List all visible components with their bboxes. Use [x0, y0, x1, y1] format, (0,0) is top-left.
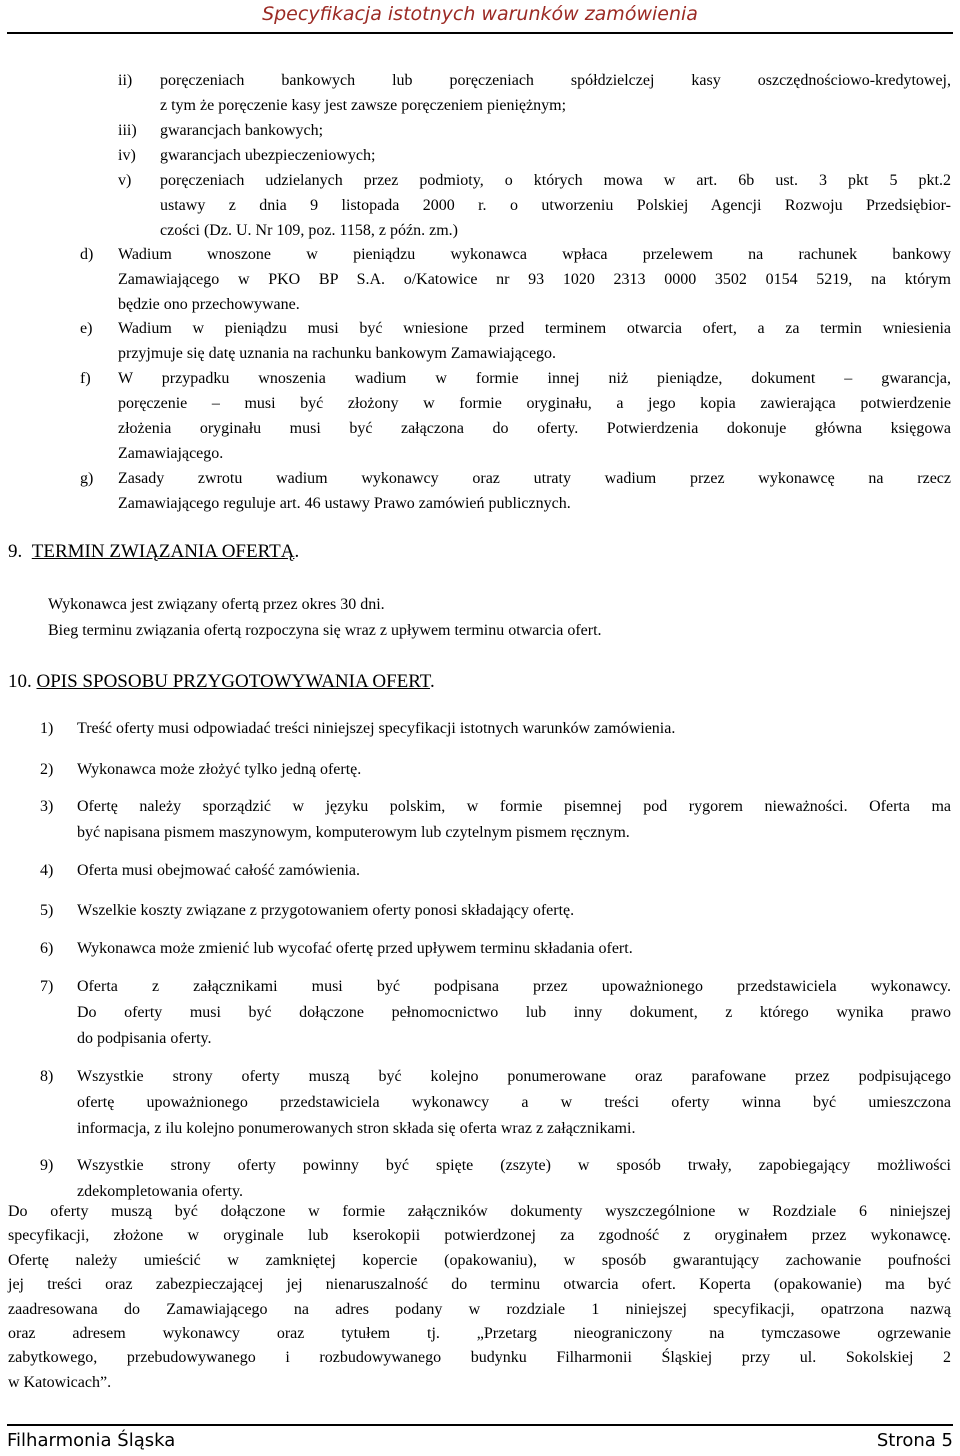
closing-line: jej treści oraz zabezpieczającej jej nienaruszalność do terminu otwarcia ofert. Koperta (opakowanie) ma być: [8, 1276, 951, 1294]
item-label: 2): [40, 761, 54, 778]
item-line: Wszystkie strony oferty powinny być spięte (zszyte) w sposób trwały, zapobiegający możliwości: [77, 1157, 951, 1174]
item-line: z tym że poręczenie kasy jest zawsze poręczeniem pieniężnym;: [160, 97, 567, 114]
item-label: 4): [40, 862, 54, 879]
closing-line: w Katowicach”.: [8, 1373, 112, 1391]
section-number: 9.: [8, 541, 23, 562]
item-line: Treść oferty musi odpowiadać treści niniejszej specyfikacji istotnych warunków zamówienia.: [77, 720, 676, 737]
item-label: 9): [40, 1157, 54, 1174]
item-line: do podpisania oferty.: [77, 1030, 212, 1047]
closing-line: zaadresowana do Zamawiającego na adres podany w rozdziale 1 niniejszej specyfikacji, opatrzona nazwą: [8, 1300, 951, 1318]
item-line: poręczeniach bankowych lub poręczeniach spółdzielczej kasy oszczędnościowo-kredytowej,: [160, 72, 951, 89]
item-line: poręczenie – musi być złożony w formie oryginału, a jego kopia zawierająca potwierdzenie: [118, 395, 951, 412]
section-9-heading: 9. TERMIN ZWIĄZANIA OFERTĄ.: [8, 541, 300, 562]
item-label: v): [118, 172, 132, 189]
item-line: Wykonawca może zmienić lub wycofać ofertę przed upływem terminu składania ofert.: [77, 940, 633, 957]
header-title: Specyfikacja istotnych warunków zamówienia: [262, 3, 698, 25]
closing-line: zabytkowego, przebudowywanego i rozbudowywanego budynku Filharmonii Śląskiej przy ul. Sokolskiej 2: [8, 1349, 951, 1367]
item-line: Wadium w pieniądzu musi być wniesione przed terminem otwarcia ofert, a za termin wniesienia: [118, 320, 951, 337]
item-label: iv): [118, 147, 136, 164]
item-label: 5): [40, 902, 54, 919]
item-line: będzie ono przechowywane.: [118, 296, 300, 313]
item-line: być napisana pismem maszynowym, komputerowym lub czytelnym pismem ręcznym.: [77, 824, 630, 841]
item-label: 1): [40, 720, 54, 737]
closing-line: Ofertę należy umieścić w zamkniętej kopercie (opakowaniu), w sposób gwarantujący zachowanie poufności: [8, 1251, 951, 1269]
item-label: iii): [118, 122, 137, 139]
closing-line: oraz adresem wykonawcy oraz tytułem tj. „Przetarg nieograniczony na tymczasowe ogrzewanie: [8, 1325, 951, 1342]
item-line: Zasady zwrotu wadium wykonawcy oraz utraty wadium przez wykonawcę na rzecz: [118, 470, 951, 487]
item-text: gwarancjach bankowych;: [160, 122, 324, 139]
item-line: zdekompletowania oferty.: [77, 1183, 244, 1200]
header-rule: [7, 32, 953, 34]
item-line: informacja, z ilu kolejno ponumerowanych stron składa się oferta wraz z załącznikami.: [77, 1120, 636, 1137]
section-9-line: Wykonawca jest związany ofertą przez okres 30 dni.: [48, 596, 385, 613]
item-label: e): [80, 320, 93, 337]
item-label: 3): [40, 798, 54, 815]
item-line: Oferta z załącznikami musi być podpisana przez upoważnionego przedstawiciela wykonawcy.: [77, 978, 951, 995]
closing-line: Do oferty muszą być dołączone w formie załączników dokumenty wyszczególnione w Rozdziale 6 niniejszej: [8, 1203, 951, 1220]
footer-left: Filharmonia Śląska: [7, 1430, 176, 1451]
item-line: W przypadku wnoszenia wadium w formie innej niż pieniądze, dokument – gwarancja,: [118, 370, 951, 387]
item-line: Zamawiającego.: [118, 445, 224, 462]
item-line: Wykonawca może złożyć tylko jedną ofertę.: [77, 761, 362, 778]
item-label: 7): [40, 978, 54, 995]
item-line: Zamawiającego w PKO BP S.A. o/Katowice nr 93 1020 2313 0000 3502 0154 5219, na którym: [118, 271, 951, 288]
page-header: [0, 0, 960, 34]
item-label: 6): [40, 940, 54, 957]
item-line: złożenia oryginału musi być załączona do oferty. Potwierdzenia dokonuje główna księgowa: [118, 420, 951, 437]
item-text: gwarancjach ubezpieczeniowych;: [160, 147, 376, 164]
item-line: Zamawiającego reguluje art. 46 ustawy Prawo zamówień publicznych.: [118, 495, 571, 512]
footer-page-number: Strona 5: [876, 1430, 953, 1451]
section-number: 10.: [8, 671, 32, 692]
item-line: Wszelkie koszty związane z przygotowaniem oferty ponosi składający ofertę.: [77, 902, 575, 919]
section-title: OPIS SPOSOBU PRZYGOTOWYWANIA OFERT: [36, 671, 431, 692]
item-line: poręczeniach udzielanych przez podmioty, o których mowa w art. 6b ust. 3 pkt 5 pkt.2: [160, 172, 951, 189]
item-line: czości (Dz. U. Nr 109, poz. 1158, z późn. zm.): [160, 222, 458, 239]
item-line: Do oferty musi być dołączone pełnomocnictwo lub inny dokument, z którego wynika prawo: [77, 1004, 951, 1021]
item-line: Wadium wnoszone w pieniądzu wykonawca wpłaca przelewem na rachunek bankowy: [118, 246, 951, 263]
section-title: TERMIN ZWIĄZANIA OFERTĄ: [31, 541, 295, 562]
item-label: d): [80, 246, 94, 263]
item-label: g): [80, 470, 94, 487]
item-line: przyjmuje się datę uznania na rachunku bankowym Zamawiającego.: [118, 345, 557, 362]
footer-rule: [7, 1424, 953, 1426]
item-line: Oferta musi obejmować całość zamówienia.: [77, 862, 360, 879]
item-line: ofertę upoważnionego przedstawiciela wykonawcy a w treści oferty winna być umieszczona: [77, 1094, 951, 1111]
section-9-line: Bieg terminu związania ofertą rozpoczyna się wraz z upływem terminu otwarcia ofert.: [48, 622, 602, 639]
item-label: f): [80, 370, 91, 387]
closing-line: specyfikacji, złożone w oryginale lub kserokopii potwierdzonej za zgodność z oryginałem przez wykonawcę.: [8, 1227, 951, 1245]
item-line: ustawy z dnia 9 listopada 2000 r. o utworzeniu Polskiej Agencji Rozwoju Przedsiębior-: [160, 197, 951, 214]
item-line: Ofertę należy sporządzić w języku polskim, w formie pisemnej pod rygorem nieważności. Oferta ma: [77, 798, 951, 815]
section-10-heading: 10. OPIS SPOSOBU PRZYGOTOWYWANIA OFERT.: [8, 671, 435, 692]
item-label: ii): [118, 72, 133, 89]
item-line: Wszystkie strony oferty muszą być kolejno ponumerowane oraz parafowane przez podpisującego: [77, 1068, 951, 1085]
item-label: 8): [40, 1068, 54, 1085]
